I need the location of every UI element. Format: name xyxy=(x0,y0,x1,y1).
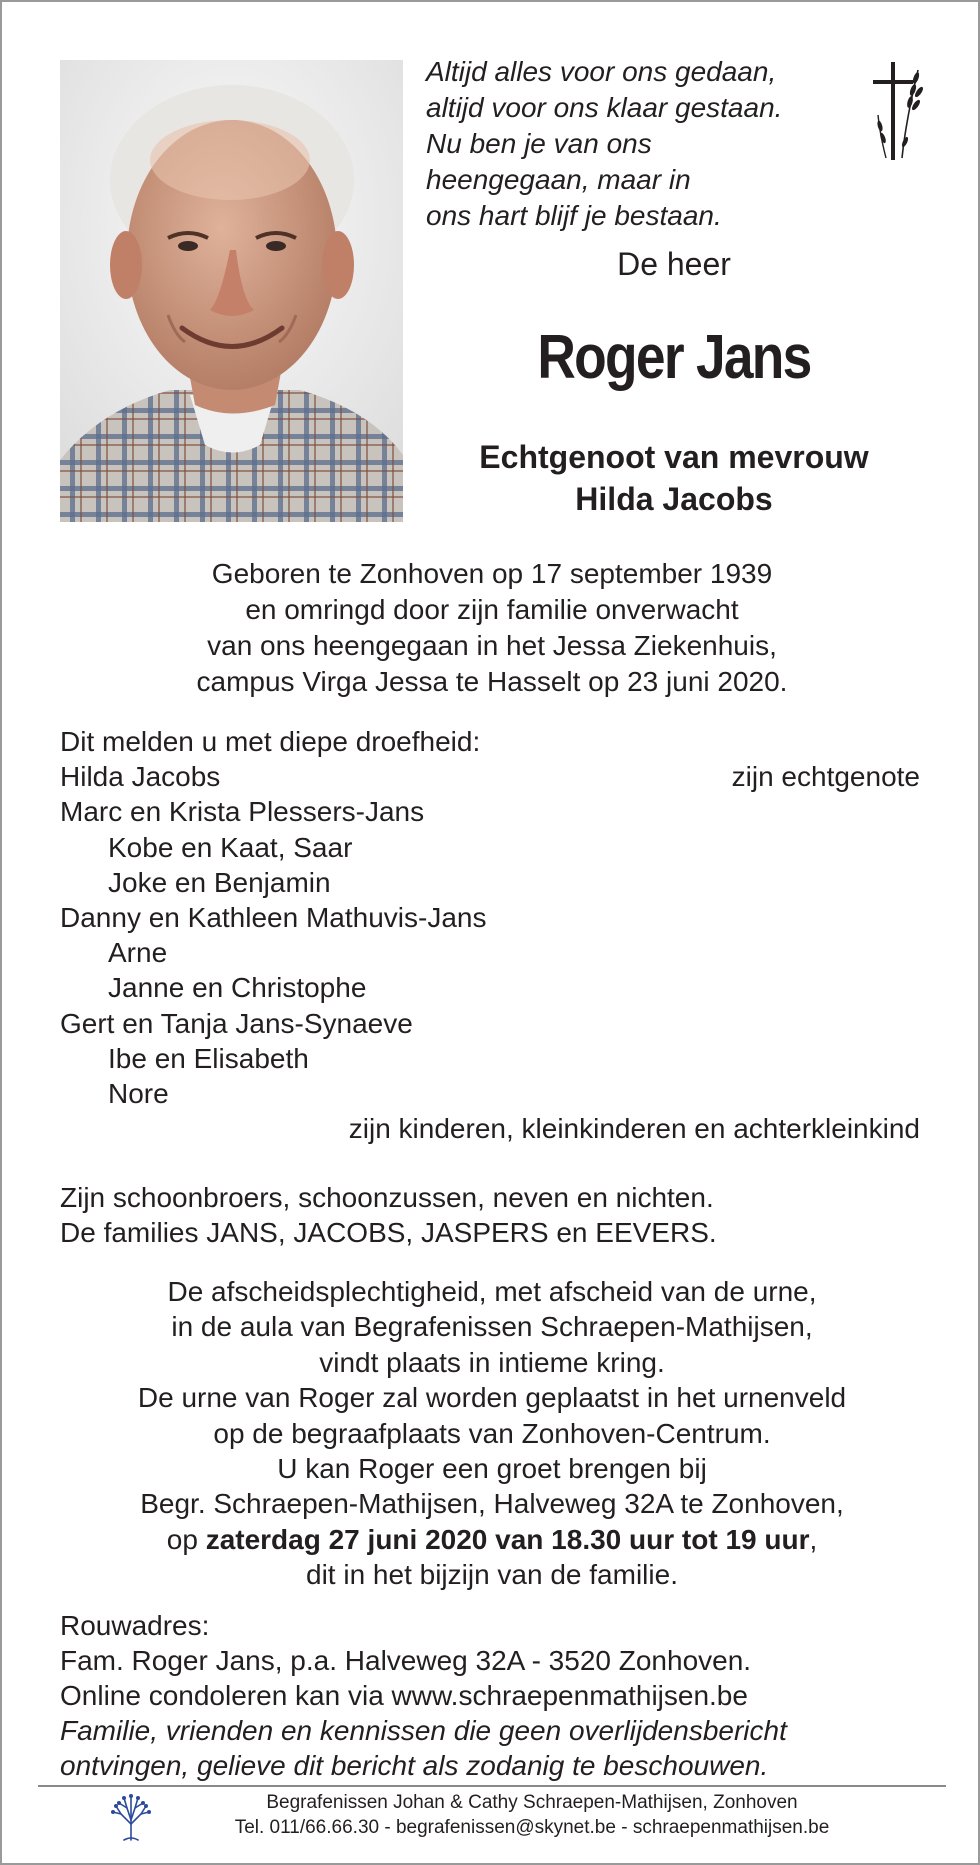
address-heading: Rouwadres: xyxy=(60,1610,210,1641)
cross-with-wheat-icon xyxy=(858,60,928,162)
family-member: Arne xyxy=(108,937,168,969)
funeral-home-contact: Tel. 011/66.66.30 - begrafenissen@skynet.be - schraepenmathijsen.be xyxy=(234,1817,830,1838)
family-member: Kobe en Kaat, Saar xyxy=(108,831,353,863)
spouse-info xyxy=(426,436,922,520)
text-line: De urne van Roger zal worden geplaatst in het urnenveld xyxy=(137,1382,847,1414)
visit-line xyxy=(42,1522,942,1557)
address-line: Fam. Roger Jans, p.a. Halveweg 32A - 3520 Zonhoven. xyxy=(60,1645,752,1676)
poem-line: altijd voor ons klaar gestaan. xyxy=(426,92,783,123)
spouse-line: Echtgenoot van mevrouw xyxy=(479,439,869,475)
spouse-name: Hilda Jacobs xyxy=(575,481,773,517)
tree-logo-icon xyxy=(108,1792,154,1842)
poem xyxy=(426,54,846,234)
family-member: Janne en Christophe xyxy=(108,972,367,1004)
divider xyxy=(38,1785,946,1787)
family-intro: Dit melden u met diepe droefheid: xyxy=(60,726,481,757)
poem-line: heengegaan, maar in xyxy=(426,164,691,195)
family-closing: zijn kinderen, kleinkinderen en achterkleinkind xyxy=(348,1113,920,1145)
poem-line: Nu ben je van ons xyxy=(426,128,652,159)
family-member: Joke en Benjamin xyxy=(108,866,331,898)
salutation: De heer xyxy=(617,246,731,282)
text-line: Zijn schoonbroers, schoonzussen, neven en nichten. xyxy=(60,1182,714,1213)
text-line: De afscheidsplechtigheid, met afscheid van de urne, xyxy=(167,1276,817,1307)
family-member: Ibe en Elisabeth xyxy=(108,1042,309,1074)
birth-death-info xyxy=(42,556,942,700)
note-line: ontvingen, gelieve dit bericht als zodanig te beschouwen. xyxy=(60,1750,769,1781)
text-line: U kan Roger een groet brengen bij xyxy=(277,1453,707,1485)
family-member: Gert en Tanja Jans-Synaeve xyxy=(60,1007,413,1039)
note-line: Familie, vrienden en kennissen die geen overlijdensbericht xyxy=(60,1715,787,1746)
family-member: Marc en Krista Plessers-Jans xyxy=(60,796,425,828)
online-condolence: Online condoleren kan via www.schraepenmathijsen.be xyxy=(60,1680,748,1711)
deceased-name: Roger Jans xyxy=(537,323,811,392)
text-line: Begr. Schraepen-Mathijsen, Halveweg 32A te Zonhoven, xyxy=(140,1488,844,1520)
text-line: in de aula van Begrafenissen Schraepen-Mathijsen, xyxy=(171,1311,813,1343)
wife-name: Hilda Jacobs xyxy=(60,761,221,793)
funeral-home-info xyxy=(162,1790,902,1840)
portrait-photo xyxy=(60,60,403,522)
text-line: De families JANS, JACOBS, JASPERS en EEVERS. xyxy=(60,1217,717,1248)
visit-suffix: , xyxy=(809,1523,818,1555)
mourning-address xyxy=(60,1608,940,1783)
relatives xyxy=(60,1180,920,1250)
family-wife-row xyxy=(60,759,920,794)
funeral-home-name: Begrafenissen Johan & Cathy Schraepen-Mathijsen, Zonhoven xyxy=(266,1792,798,1813)
poem-line: ons hart blijf je bestaan. xyxy=(426,200,722,231)
family-member: Danny en Kathleen Mathuvis-Jans xyxy=(60,901,487,933)
wife-role: zijn echtgenote xyxy=(731,761,920,793)
text-line: Geboren te Zonhoven op 17 september 1939 xyxy=(211,558,773,589)
text-line: op de begraafplaats van Zonhoven-Centrum. xyxy=(213,1417,771,1449)
text-line: vindt plaats in intieme kring. xyxy=(319,1346,665,1378)
text-line: campus Virga Jessa te Hasselt op 23 juni 2020. xyxy=(196,666,788,697)
visit-prefix: op xyxy=(166,1523,206,1555)
poem-line: Altijd alles voor ons gedaan, xyxy=(426,56,777,87)
family-member: Nore xyxy=(108,1077,169,1109)
ceremony-info xyxy=(42,1274,942,1593)
text-line: dit in het bijzijn van de familie. xyxy=(306,1559,678,1591)
text-line: van ons heengegaan in het Jessa Ziekenhuis, xyxy=(207,630,777,661)
text-line: en omringd door zijn familie onverwacht xyxy=(245,594,739,625)
family-list xyxy=(60,724,920,1146)
visit-datetime: zaterdag 27 juni 2020 van 18.30 uur tot 19 uur xyxy=(205,1523,810,1555)
